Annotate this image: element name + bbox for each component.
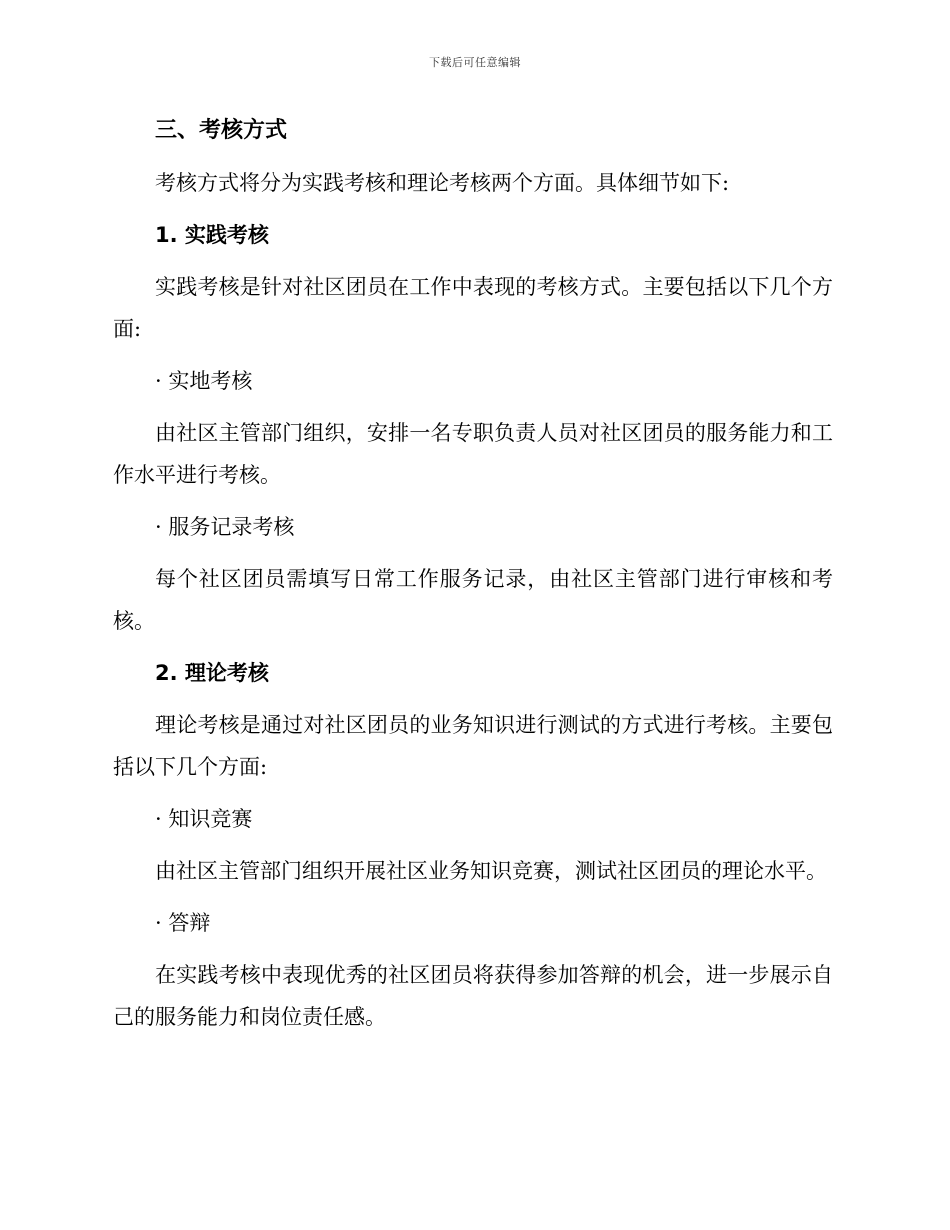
practice-heading: 1. 实践考核 (155, 223, 269, 247)
practice-item-title: · 实地考核 (155, 369, 253, 393)
intro-paragraph: 考核方式将分为实践考核和理论考核两个方面。具体细节如下: (155, 171, 730, 195)
theory-item-text: 在实践考核中表现优秀的社区团员将获得参加答辩的机会，进一步展示自己的服务能力和岗位责任感。 (113, 963, 833, 1029)
theory-item-title: · 知识竞赛 (155, 807, 253, 831)
document-body (113, 110, 833, 1048)
page-header: 下载后可任意编辑 (429, 56, 521, 69)
theory-heading: 2. 理论考核 (155, 661, 269, 685)
practice-description: 实践考核是针对社区团员在工作中表现的考核方式。主要包括以下几个方面: (113, 275, 833, 341)
section-title: 三、考核方式 (155, 118, 288, 143)
practice-item-text: 每个社区团员需填写日常工作服务记录，由社区主管部门进行审核和考核。 (113, 567, 833, 633)
theory-item-text: 由社区主管部门组织开展社区业务知识竞赛，测试社区团员的理论水平。 (155, 859, 827, 883)
practice-item-title: · 服务记录考核 (155, 515, 295, 539)
theory-description: 理论考核是通过对社区团员的业务知识进行测试的方式进行考核。主要包括以下几个方面: (113, 713, 833, 779)
practice-item-text: 由社区主管部门组织，安排一名专职负责人员对社区团员的服务能力和工作水平进行考核。 (113, 421, 833, 487)
theory-item-title: · 答辩 (155, 911, 211, 935)
